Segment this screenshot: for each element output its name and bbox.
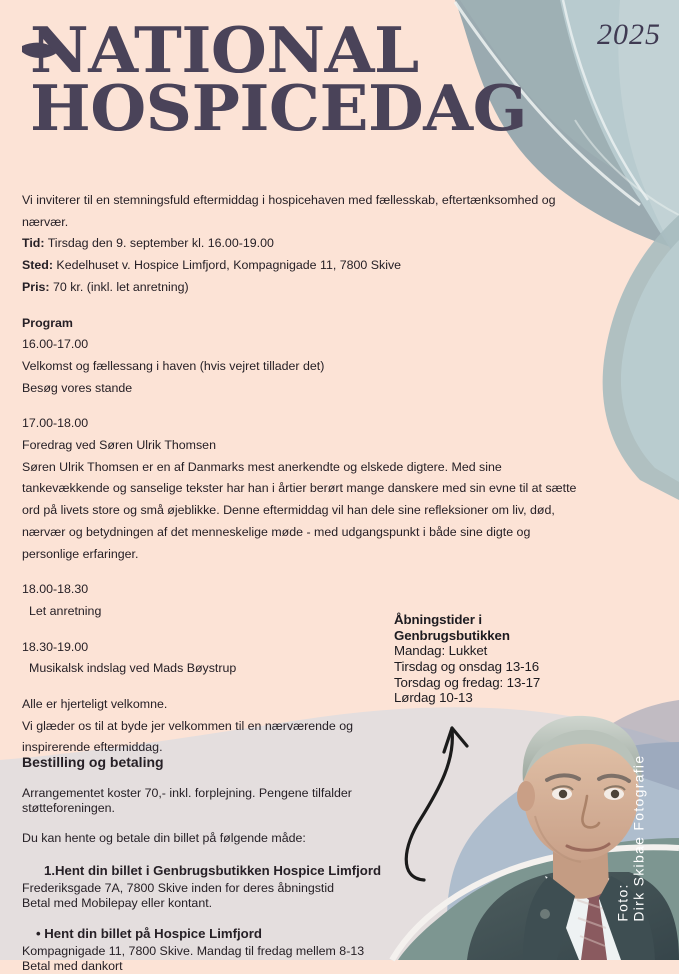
program-slot-2-body: Søren Ulrik Thomsen er en af Danmarks mest anerkendte og elskede digtere. Med sine tankevækkende og sanselige tekster har han i årtier berørt mange danskere med sin evne til at sætte ord på livets store og små øjeblikke. Denne eftermiddag vil han dele sine refleksioner om liv, død, nærvær og betydningen af det menneskelige møde - med udgangspunkt i både sine digte og personlige erfaringer. [22,459,577,561]
detail-price-value: 70 kr. (inkl. let anretning) [49,279,189,294]
program-slot-2 [22,413,622,565]
detail-place-value: Kedelhuset v. Hospice Limfjord, Kompagnigade 11, 7800 Skive [52,258,402,273]
program-slot-4-time: 18.30-19.00 [22,639,89,654]
program-slot-2-time: 17.00-18.00 [22,416,89,431]
program-slot-3-time: 18.00-18.30 [22,582,89,597]
detail-place-label: Sted: [22,258,53,273]
detail-price-label: Pris: [22,279,50,294]
program-slot-1 [22,313,622,400]
opening-hours-title-line-1: Åbningstider i [394,612,482,627]
intro-paragraph: Vi inviterer til en stemningsfuld eftermiddag i hospicehaven med fællesskab, eftertænksomhed og nærvær. [22,193,556,229]
opening-hours-row-1: Mandag: Lukket [394,643,488,659]
booking-section [22,752,442,974]
program-slot-2-line-1: Foredrag ved Søren Ulrik Thomsen [22,438,216,453]
booking-options-spacer [22,911,442,924]
booking-intro-line-1: Arrangementet koster 70,- inkl. forplejning. Pengene tilfalder [22,786,352,800]
program-slot-4-line-1: Musikalsk indslag ved Mads Bøystrup [29,661,237,676]
photo-credit [615,722,646,922]
event-details [22,233,622,298]
title-line-2: HOSPICEDAG [30,70,527,145]
booking-intro-line-2: støtteforeningen. [22,801,115,816]
booking-option-2-title: • Hent din billet på Hospice Limfjord [36,925,262,941]
booking-option-1-title: 1.Hent din billet i Genbrugsbutikken Hospice Limfjord [44,862,382,878]
booking-option-2-line-1: Kompagnigade 11, 7800 Skive. Mandag til fredag mellem 8-13 [22,943,365,958]
title-line-1: NATIONAL [30,13,419,87]
booking-option-1-line-1: Frederiksgade 7A, 7800 Skive inden for deres åbningstid [22,880,335,895]
program-slot-3-line-1: Let anretning [29,603,102,618]
booking-option-2 [22,924,442,974]
booking-option-2-line-2: Betal med dankort [22,958,123,973]
program-slot-1-line-1: Velkomst og fællessang i haven (hvis vejret tillader det) [22,358,325,373]
detail-price [22,277,622,299]
welcome-line: Alle er hjerteligt velkomne. [22,697,168,712]
program-heading: Program [22,315,73,330]
booking-howto: Du kan hente og betale din billet på følgende måde: [22,831,306,846]
booking-option-1 [22,861,442,911]
photo-credit-line-1: Foto: [614,883,631,922]
opening-hours-row-3: Torsdag og fredag: 13-17 [394,674,541,690]
opening-hours-row-4: Lørdag 10-13 [394,690,473,706]
detail-time-label: Tid: [22,236,45,251]
program-slot-1-line-2: Besøg vores stande [22,380,133,395]
year-label: 2025 [597,18,661,51]
detail-time-value: Tirsdag den 9. september kl. 16.00-19.00 [44,236,274,251]
opening-hours-title-line-2: Genbrugsbutikken [394,627,510,643]
opening-hours-row-2: Tirsdag og onsdag 13-16 [394,659,540,675]
program-slot-1-time: 16.00-17.00 [22,337,89,352]
opening-hours-block [394,612,540,706]
closing-paragraph: Vi glæder os til at byde jer velkommen til en nærværende og inspirerende eftermiddag. [22,718,354,755]
detail-place [22,255,622,277]
photo-credit-line-2: Dirk Skibae Fotografie [630,754,646,922]
booking-intro [22,786,442,816]
booking-option-1-line-2: Betal med Mobilepay eller kontant. [22,895,213,910]
page-title [30,13,527,145]
detail-time [22,233,622,255]
booking-title: Bestilling og betaling [22,754,164,770]
